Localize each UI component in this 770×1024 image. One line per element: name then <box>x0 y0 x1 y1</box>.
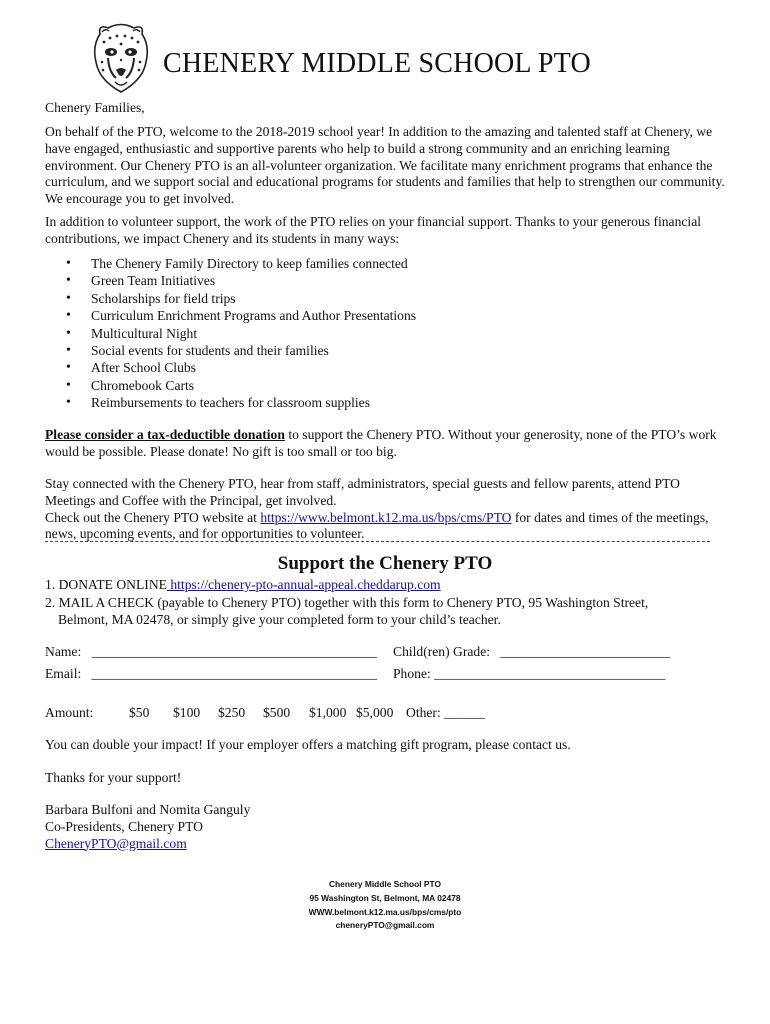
finance-paragraph: In addition to volunteer support, the work of the PTO relies on your financial support. Thanks to your generous financial contributions, we impact Chenery and its students in many ways: <box>45 214 702 246</box>
amount-option[interactable]: $250 <box>218 705 246 720</box>
thanks-line: Thanks for your support! <box>45 770 182 785</box>
pto-website-link[interactable]: https://www.belmont.k12.ma.us/bps/cms/PTO <box>260 509 512 525</box>
amount-option[interactable]: $100 <box>173 705 201 720</box>
list-item: • Green Team Initiatives <box>45 272 416 289</box>
donate-online-link[interactable]: https://chenery-pto-annual-appeal.cheddarup.com <box>166 577 441 592</box>
email-field[interactable]: __________________________________________ <box>91 666 377 681</box>
impact-list <box>45 255 416 412</box>
phone-label: Phone: <box>393 666 431 681</box>
amount-label: Amount: <box>45 705 94 720</box>
matching-gift-note: You can double your impact! If your employer offers a matching gift program, please contact us. <box>45 737 571 752</box>
amount-option[interactable]: $1,000 <box>309 705 347 720</box>
donation-request-lead: Please consider a tax-deductible donation <box>45 427 285 442</box>
donation-request-text: to support the Chenery PTO. Without your generosity, none of the PTO’s work would be possible. Please donate! No gift is too small or too big. <box>45 427 717 459</box>
mail-line-1: 2. MAIL A CHECK (payable to Chenery PTO) together with this form to Chenery PTO, 95 Washington Street, <box>45 595 649 610</box>
donation-request <box>45 427 725 461</box>
cheetah-logo-icon <box>90 22 152 94</box>
other-amount-field[interactable]: Other: ______ <box>406 705 485 720</box>
footer-email: cheneryPTO@gmail.com <box>335 920 435 930</box>
list-item: • Social events for students and their families <box>45 342 416 359</box>
name-label: Name: <box>45 644 82 659</box>
mail-line-2: Belmont, MA 02478, or simply give your completed form to your child’s teacher. <box>58 611 501 627</box>
footer-website: WWW.belmont.k12.ma.us/bps/cms/pto <box>308 907 462 917</box>
list-item: • After School Clubs <box>45 359 416 376</box>
signature-block <box>45 802 725 852</box>
list-item: • Chromebook Carts <box>45 377 416 394</box>
signer-names: Barbara Bulfoni and Nomita Ganguly <box>45 802 251 817</box>
phone-field[interactable]: __________________________________ <box>434 666 666 681</box>
list-item: • The Chenery Family Directory to keep families connected <box>45 255 416 272</box>
grade-label: Child(ren) Grade: <box>393 644 491 659</box>
list-item: • Reimbursements to teachers for classroom supplies <box>45 394 416 411</box>
signer-role: Co-Presidents, Chenery PTO <box>45 818 203 834</box>
intro-paragraph: On behalf of the PTO, welcome to the 2018-2019 school year! In addition to the amazing and talented staff at Chenery, we have engaged, enthusiastic and supportive parents who help to build a strong community and an enriching learning environment. Our Chenery PTO is an all-volunteer organization. We facilitate many enrichment programs that enhance the curriculum, and we support social and educational programs for students and families that help to strengthen our community. We encourage you to get involved. <box>45 124 725 207</box>
name-field[interactable]: __________________________________________ <box>91 644 377 659</box>
footer-org-name: Chenery Middle School PTO <box>329 879 441 889</box>
name-row <box>45 643 671 660</box>
amount-option[interactable]: $50 <box>129 705 150 720</box>
list-item: • Multicultural Night <box>45 325 416 342</box>
website-prefix: Check out the Chenery PTO website at <box>45 509 261 525</box>
list-item: • Scholarships for field trips <box>45 290 416 307</box>
grade-field[interactable]: _________________________ <box>500 644 671 659</box>
support-title: Support the Chenery PTO <box>277 553 493 574</box>
list-item: • Curriculum Enrichment Programs and Author Presentations <box>45 307 416 324</box>
mail-check-instructions <box>45 595 725 629</box>
donate-online-label: 1. DONATE ONLINE <box>45 577 167 592</box>
stay-connected-text: Stay connected with the Chenery PTO, hear from staff, administrators, special guests and fellow parents, attend PTO Meetings and Coffee with the Principal, get involved. <box>45 476 680 508</box>
greeting: Chenery Families, <box>45 100 145 115</box>
footer-address: 95 Washington St, Belmont, MA 02478 <box>309 893 461 903</box>
page-title: CHENERY MIDDLE SCHOOL PTO <box>163 48 591 79</box>
email-label: Email: <box>45 666 82 681</box>
amount-option[interactable]: $500 <box>263 705 291 720</box>
donate-online-line <box>45 577 725 594</box>
stay-connected-paragraph <box>45 476 725 543</box>
website-suffix: for dates and times of the meetings, news, upcoming events, and for opportunities to volunteer. <box>45 509 709 542</box>
email-row <box>45 665 666 682</box>
cut-line-divider <box>45 541 710 546</box>
phone-group <box>393 665 665 682</box>
contact-email-link[interactable]: CheneryPTO@gmail.com <box>45 835 187 851</box>
grade-group <box>393 643 670 660</box>
amount-option[interactable]: $5,000 <box>356 705 394 720</box>
